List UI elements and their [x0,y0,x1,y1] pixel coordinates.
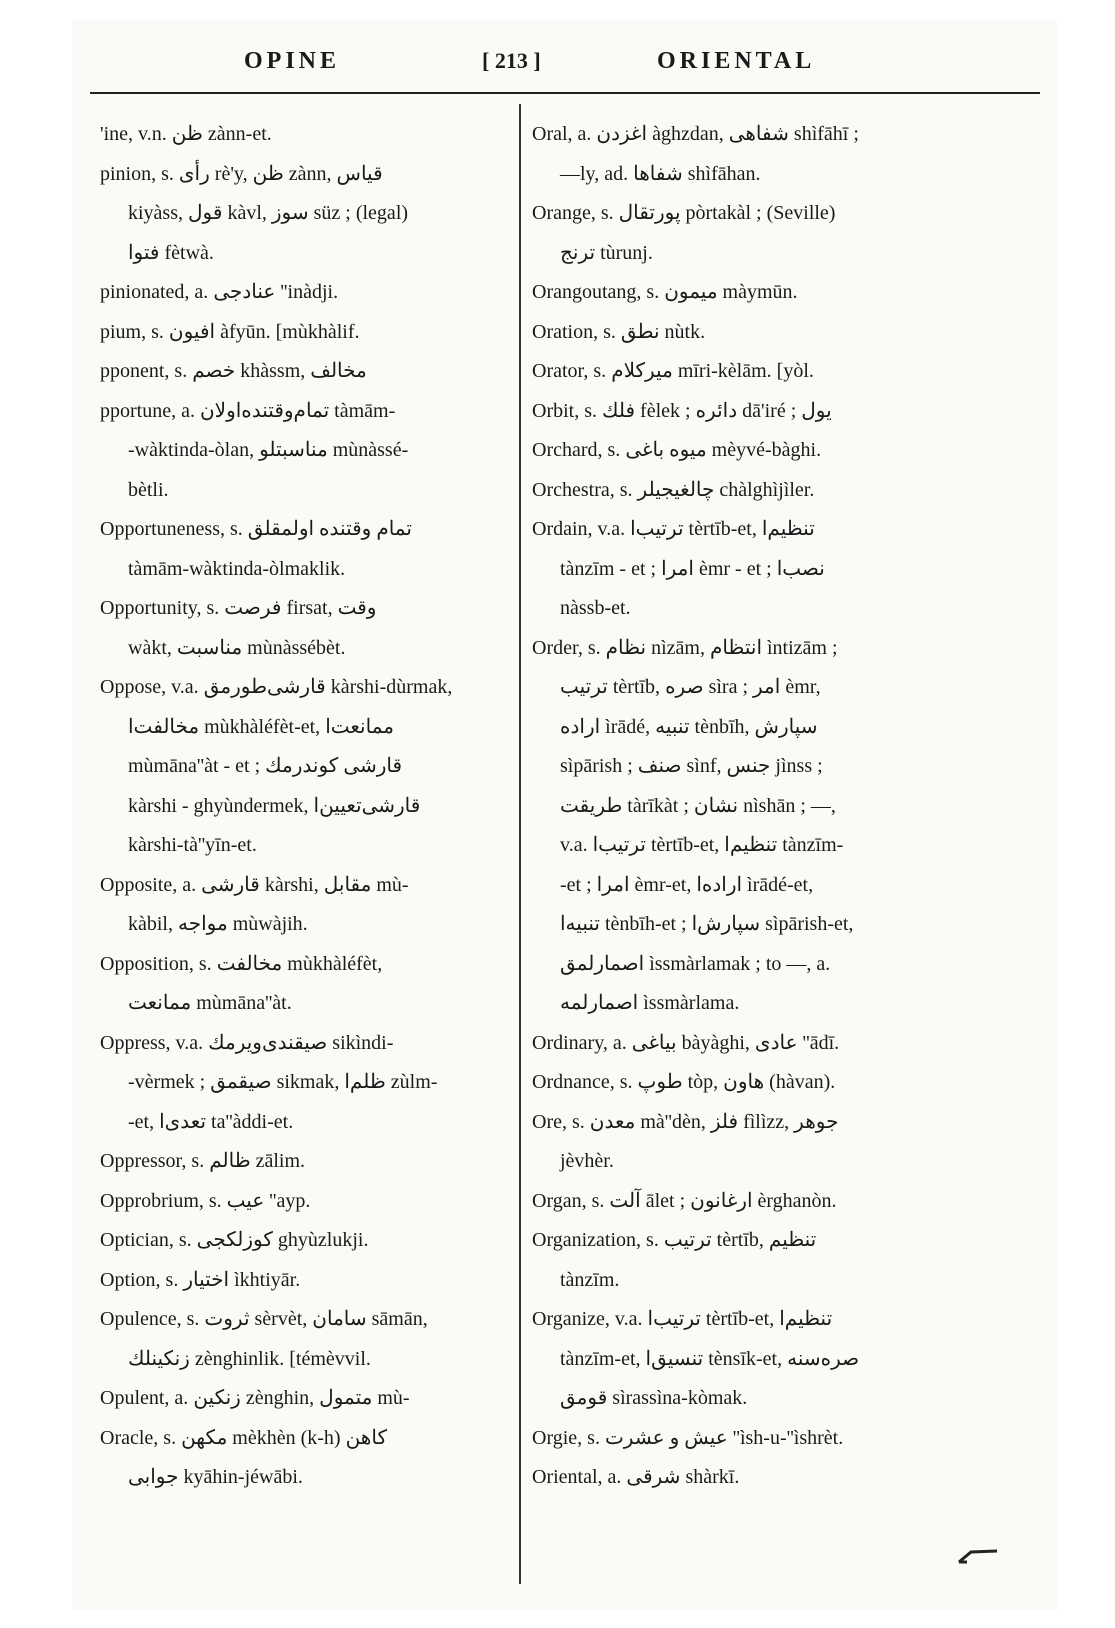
entry-continuation: تنبيه‌ا tènbīh-et ; سپارش‌ا sìpārish-et, [560,913,854,935]
entry-headline: Oral, a. اغزدن àghzdan, شفاهى shìfāhī ; [532,123,859,145]
left-column [100,115,510,1498]
entry-headline: Orgie, s. عيش و عشرت ''ìsh-u-''ìshrèt. [532,1426,844,1449]
corner-mark-icon [957,1548,999,1564]
entry-headline: Orange, s. پورتقال pòrtakàl ; (Seville) [532,202,836,224]
entry-continuation: -vèrmek ; صيقمق sikmak, ظلم‌ا zùlm- [128,1071,438,1093]
dictionary-entry [100,273,510,313]
dictionary-entry [532,194,942,273]
entry-continuation: kàbil, مواجه mùwàjih. [128,913,308,935]
entry-continuation: tànzīm - et ; امر‌ا èmr - et ; نصب‌ا [560,557,825,580]
dictionary-entry [100,1419,510,1498]
entry-continuation: جوابى kyāhin-jéwābi. [128,1466,303,1488]
dictionary-entry [532,313,942,353]
entry-headline: Oracle, s. مكهن mèkhèn (k-h) كاهن [100,1426,387,1449]
dictionary-entry [532,1221,942,1300]
header-rule [90,92,1040,94]
dictionary-entry [100,589,510,668]
entry-continuation: tànzīm-et, تنسيق‌ا tènsīk-et, صره‌سنه [560,1347,860,1370]
dictionary-entry [532,1300,942,1419]
dictionary-entry [100,1261,510,1301]
dictionary-entry [100,1024,510,1143]
entry-continuation: v.a. ترتيب‌ا tèrtīb-et, تنظيم‌ا tànzīm- [560,834,844,856]
entry-headline: Opportuneness, s. تمام وقتنده اولمقلق [100,518,412,540]
dictionary-entry [100,313,510,353]
dictionary-entry [100,866,510,945]
dictionary-entry [532,510,942,629]
entry-headline: Orbit, s. فلك fèlek ; دائره dā'iré ; يول [532,399,832,422]
dictionary-entry [100,1142,510,1182]
entry-continuation: فتوا fètwà. [128,241,214,264]
entry-continuation: -et ; امر‌ا èmr-et, اراده‌ا ìrādé-et, [560,873,814,896]
entry-headline: Option, s. اختيار ìkhtiyār. [100,1268,301,1291]
entry-continuation: jèvhèr. [560,1150,614,1172]
dictionary-entry [532,629,942,1024]
entry-headline: Optician, s. كوزلكجى ghyùzlukji. [100,1229,369,1251]
entry-continuation: —ly, ad. شفاها shìfāhan. [560,162,761,185]
dictionary-entry [100,392,510,511]
dictionary-entry [100,1300,510,1379]
entry-headline: Order, s. نظام nìzām, انتظام ìntizām ; [532,636,838,659]
entry-continuation: mùmāna''àt - et ; قارشى كوندرمك [128,755,403,777]
dictionary-entry [100,115,510,155]
entry-headline: Oration, s. نطق nùtk. [532,320,706,343]
dictionary-entry [532,1103,942,1182]
entry-headline: Oppress, v.a. صيقندى‌ويرمك sikìndi- [100,1031,394,1054]
entry-continuation: ترنج tùrunj. [560,241,653,264]
page-number: [ 213 ] [482,48,541,73]
entry-headline: Ore, s. معدن mà''dèn, فلز fìlìzz, جوهر [532,1110,839,1133]
dictionary-entry [532,352,942,392]
dictionary-entry [532,1458,942,1498]
right-column [532,115,942,1498]
page-header [72,48,1057,84]
dictionary-entry [100,1379,510,1419]
entry-continuation: -et, تعدى‌ا ta''àddi-et. [128,1110,294,1133]
dictionary-page [72,20,1057,1610]
entry-continuation: tànzīm. [560,1268,620,1291]
entry-continuation: kàrshi-tà''yīn-et. [128,834,257,856]
entry-continuation: kàrshi - ghyùndermek, قارشى‌تعيين‌ا [128,794,421,817]
entry-headline: Orchard, s. ميوه باغى mèyvé-bàghi. [532,439,822,461]
entry-headline: Organize, v.a. ترتيب‌ا tèrtīb-et, تنظيم‌ا [532,1308,833,1330]
entry-continuation: sìpārish ; صنف sìnf, جنس jìnss ; [560,755,823,777]
entry-continuation: قومق sìrassìna-kòmak. [560,1387,748,1409]
entry-continuation: زنكينلك zènghinlik. [témèvvil. [128,1347,371,1370]
entry-headline: Orchestra, s. چالغيجيلر chàlghìjìler. [532,478,815,501]
entry-headline: pponent, s. خصم khàssm, مخالف [100,360,367,382]
entry-headline: Organization, s. ترتيب tèrtīb, تنظيم [532,1229,817,1251]
entry-continuation: ممانعت mùmāna''àt. [128,992,292,1014]
entry-headline: Opulence, s. ثروت sèrvèt, سامان sāmān, [100,1308,428,1330]
dictionary-entry [532,115,942,194]
entry-headline: Oriental, a. شرقى shàrkī. [532,1466,740,1488]
dictionary-entry [100,668,510,866]
entry-headline: Organ, s. آلت ālet ; ارغانون èrghanòn. [532,1189,837,1212]
entry-headline: Opposite, a. قارشى kàrshi, مقابل mù- [100,873,409,896]
dictionary-entry [532,273,942,313]
dictionary-entry [532,471,942,511]
dictionary-entry [532,1024,942,1064]
entry-headline: Oppressor, s. ظالم zālim. [100,1150,306,1172]
entry-continuation: tàmām-wàktinda-òlmaklik. [128,557,346,580]
column-divider [519,104,521,1584]
entry-continuation: kiyàss, قول kàvl, سوز süz ; (legal) [128,202,409,224]
entry-headline: Opposition, s. مخالفت mùkhàléfèt, [100,952,383,975]
dictionary-entry [100,1221,510,1261]
entry-headline: pportune, a. تمام‌وقتنده‌اولان tàmām- [100,399,396,422]
entry-headline: Orangoutang, s. ميمون màymūn. [532,281,798,303]
entry-headline: Orator, s. ميركلام mīri-kèlām. [yòl. [532,360,814,382]
dictionary-entry [100,945,510,1024]
dictionary-entry [100,352,510,392]
dictionary-entry [100,155,510,274]
dictionary-entry [532,431,942,471]
entry-continuation: طريقت tàrīkàt ; نشان nìshān ; —, [560,794,836,817]
entry-continuation: اصمارلمق ìssmàrlamak ; to —, a. [560,952,831,975]
entry-continuation: اصمارلمه ìssmàrlama. [560,992,740,1014]
dictionary-entry [532,1063,942,1103]
entry-headline: Ordinary, a. بياغى bàyàghi, عادى ''ādī. [532,1031,840,1054]
entry-headline: pium, s. افيون àfyūn. [mùkhàlif. [100,320,360,343]
entry-continuation: bètli. [128,478,169,501]
entry-continuation: wàkt, مناسبت mùnàssébèt. [128,636,346,659]
dictionary-entry [532,1419,942,1459]
entry-headline: Opulent, a. زنكين zènghin, متمول mù- [100,1387,410,1409]
entry-headline: Ordnance, s. طوپ tòp, هاون (hàvan). [532,1071,836,1093]
entry-headline: pinionated, a. عنادجى ''inàdji. [100,281,339,303]
dictionary-entry [100,510,510,589]
entry-headline: pinion, s. رأى rè'y, ظن zànn, قياس [100,162,383,185]
entry-headline: Opportunity, s. فرصت firsat, وقت [100,597,377,619]
entry-headline: 'ine, v.n. ظن zànn-et. [100,123,272,145]
entry-continuation: اراده ìrādé, تنبيه tènbīh, سپارش [560,715,818,738]
header-first-word: OPINE [244,48,341,74]
entry-headline: Ordain, v.a. ترتيب‌ا tèrtīb-et, تنظيم‌ا [532,518,815,540]
entry-headline: Opprobrium, s. عيب ''ayp. [100,1189,311,1212]
entry-headline: Oppose, v.a. قارشى‌طورمق kàrshi-dùrmak, [100,676,453,698]
entry-continuation: مخالفت‌ا mùkhàléfèt-et, ممانعت‌ا [128,715,394,738]
dictionary-entry [100,1182,510,1222]
entry-continuation: ترتيب tèrtīb, صره sìra ; امر èmr, [560,676,821,698]
entry-continuation: nàssb-et. [560,597,631,619]
entry-continuation: -wàktinda-òlan, مناسبتلو mùnàssé- [128,439,409,461]
dictionary-entry [532,1182,942,1222]
header-last-word: ORIENTAL [657,48,816,74]
dictionary-entry [532,392,942,432]
